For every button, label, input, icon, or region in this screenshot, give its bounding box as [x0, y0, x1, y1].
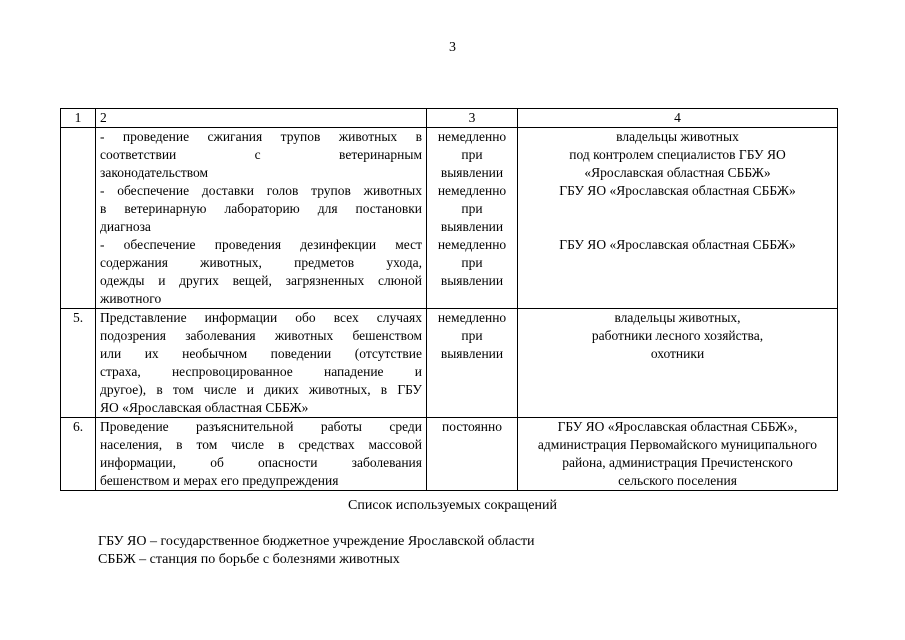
- row-number: 5.: [61, 309, 96, 418]
- timing-line: при: [461, 201, 483, 216]
- responsible-parties: [518, 309, 838, 418]
- responsible-line: администрация Первомайского муниципального: [537, 437, 818, 452]
- measure-description: [96, 418, 427, 491]
- measure-timing: [427, 309, 518, 418]
- header-col-2: 2: [96, 109, 427, 128]
- responsible-parties: [518, 418, 838, 491]
- desc-line: ЯО «Ярославская областная СББЖ»: [100, 400, 309, 415]
- desc-line: одежды и других вещей, загрязненных слюной: [100, 273, 422, 288]
- page-number: 3: [449, 40, 456, 55]
- row-number: 6.: [61, 418, 96, 491]
- table-header-row: [61, 109, 838, 128]
- abbreviation-item: ГБУ ЯО – государственное бюджетное учреждение Ярославской области: [98, 534, 535, 549]
- desc-line: бешенством и мерах его предупреждения: [100, 473, 339, 488]
- timing-line: немедленно: [437, 129, 507, 144]
- responsible-line: сельского поселения: [618, 473, 737, 488]
- timing-line: немедленно: [437, 237, 507, 252]
- header-col-1: 1: [61, 109, 96, 128]
- spacer: [522, 218, 833, 236]
- timing-line: выявлении: [440, 273, 504, 288]
- desc-line: содержания животных, предметов ухода,: [100, 255, 422, 270]
- measure-timing: [427, 418, 518, 491]
- desc-line: населения, в том числе в средствах массовой: [100, 437, 422, 452]
- responsible-line: работники лесного хозяйства,: [591, 328, 764, 343]
- header-col-4: 4: [518, 109, 838, 128]
- table-row: [61, 128, 838, 309]
- timing-line: выявлении: [440, 219, 504, 234]
- desc-line: Представление информации обо всех случаях: [100, 310, 422, 325]
- responsible-line: ГБУ ЯО «Ярославская областная СББЖ»,: [557, 419, 798, 434]
- measures-table: [60, 108, 838, 491]
- desc-line: законодательством: [100, 165, 209, 180]
- timing-line: немедленно: [437, 310, 507, 325]
- responsible-parties: [518, 128, 838, 309]
- responsible-line: охотники: [650, 346, 705, 361]
- responsible-line: владельцы животных,: [614, 310, 741, 325]
- timing-line: при: [461, 255, 483, 270]
- header-col-3: 3: [427, 109, 518, 128]
- desc-line: информации, об опасности заболевания: [100, 455, 422, 470]
- desc-line: подозрения заболевания животных бешенством: [100, 328, 422, 343]
- table-row: [61, 418, 838, 491]
- desc-line: соответствии с ветеринарным: [100, 147, 422, 162]
- responsible-line: «Ярославская областная СББЖ»: [584, 165, 771, 180]
- desc-line: в ветеринарную лабораторию для постановки: [100, 201, 422, 216]
- desc-line: животного: [100, 291, 162, 306]
- responsible-line: района, администрация Пречистенского: [562, 455, 793, 470]
- timing-line: при: [461, 147, 483, 162]
- desc-line: - проведение сжигания трупов животных в: [100, 129, 422, 144]
- spacer: [522, 200, 833, 218]
- desc-line: страха, неспровоцированное нападение и: [100, 364, 422, 379]
- abbreviation-item: СББЖ – станция по борьбе с болезнями животных: [98, 552, 400, 567]
- desc-line: - обеспечение доставки голов трупов животных: [100, 183, 422, 198]
- desc-line: диагноза: [100, 219, 151, 234]
- desc-line: или их необычном поведении (отсутствие: [100, 346, 422, 361]
- desc-line: - обеспечение проведения дезинфекции мест: [100, 237, 422, 252]
- measure-description: [96, 309, 427, 418]
- timing-line: постоянно: [442, 419, 502, 434]
- desc-line: другое), в том числе и диких животных, в ГБУ: [100, 382, 422, 397]
- timing-line: при: [461, 328, 483, 343]
- timing-line: немедленно: [437, 183, 507, 198]
- measure-description: [96, 128, 427, 309]
- responsible-line: ГБУ ЯО «Ярославская областная СББЖ»: [559, 237, 796, 252]
- desc-line: Проведение разъяснительной работы среди: [100, 419, 422, 434]
- timing-line: выявлении: [440, 346, 504, 361]
- responsible-line: под контролем специалистов ГБУ ЯО: [569, 147, 786, 162]
- abbreviations-title: Список используемых сокращений: [348, 498, 557, 513]
- table-row: [61, 309, 838, 418]
- row-number: [61, 128, 96, 309]
- measure-timing: [427, 128, 518, 309]
- responsible-line: владельцы животных: [616, 129, 739, 144]
- responsible-line: ГБУ ЯО «Ярославская областная СББЖ»: [559, 183, 796, 198]
- timing-line: выявлении: [440, 165, 504, 180]
